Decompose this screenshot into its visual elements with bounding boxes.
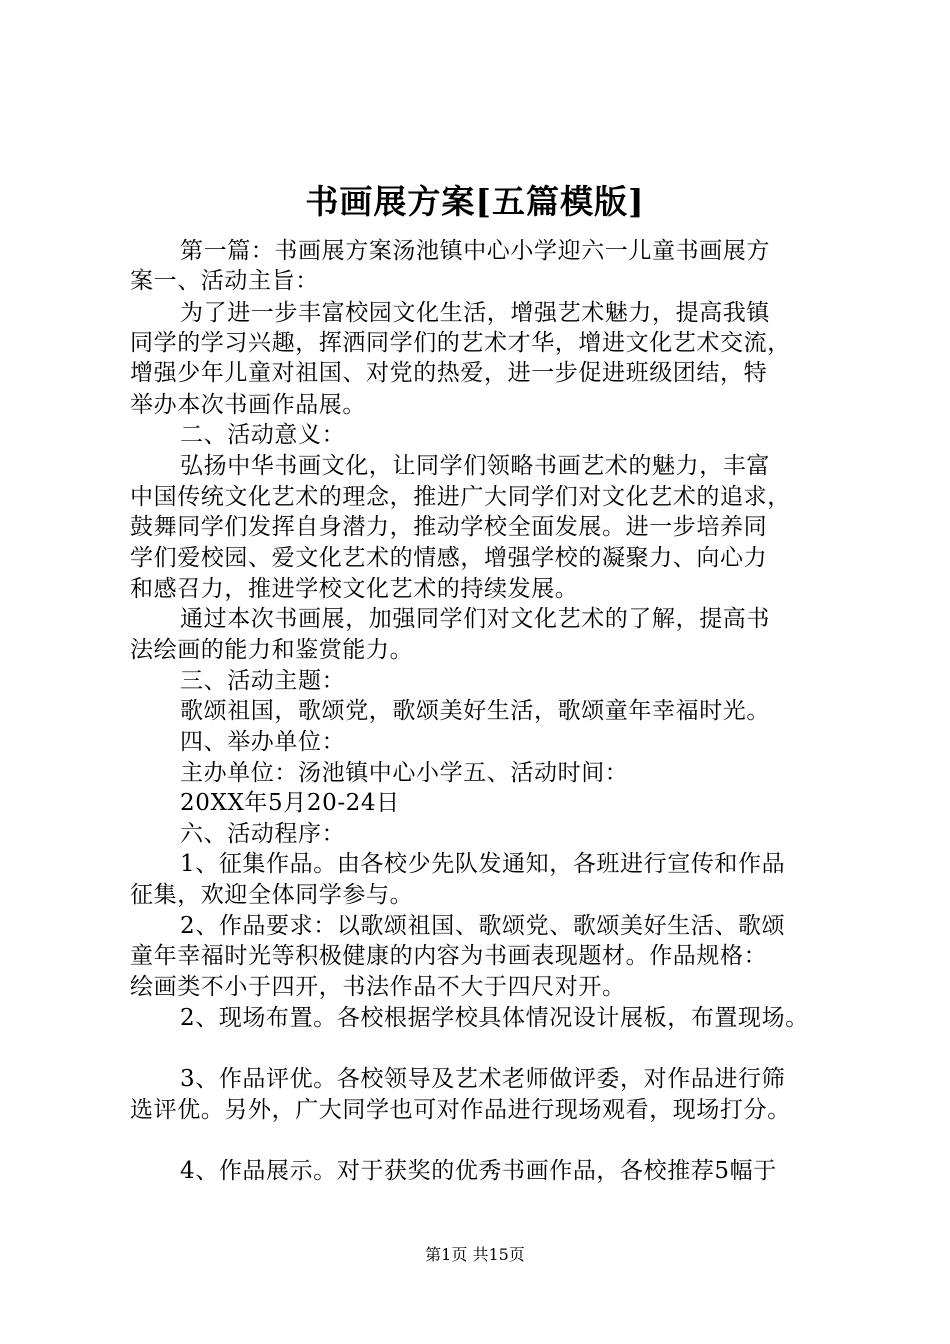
text-line: 2、现场布置。各校根据学校具体情况设计展板，布置现场。 [180, 1005, 809, 1031]
text-line: 4、作品展示。对于获奖的优秀书画作品，各校推荐5幅于 [180, 1158, 777, 1184]
text-line: 鼓舞同学们发挥自身潜力，推动学校全面发展。进一步培养同 [130, 514, 768, 540]
text-line: 1、征集作品。由各校少先队发通知，各班进行宣传和作品 [180, 851, 786, 877]
text-line: 和感召力，推进学校文化艺术的持续发展。 [130, 576, 579, 602]
text-line: 同学的学习兴趣，挥洒同学们的艺术才华，增进文化艺术交流， [130, 330, 791, 356]
text-line: 主办单位：汤池镇中心小学五、活动时间： [180, 760, 629, 786]
text-line: 弘扬中华书画文化，让同学们领略书画艺术的魅力，丰富 [180, 453, 770, 479]
text-line: 为了进一步丰富校园文化生活，增强艺术魅力，提高我镇 [180, 300, 770, 326]
text-line: 征集，欢迎全体同学参与。 [130, 882, 414, 908]
text-line: 增强少年儿童对祖国、对党的热爱，进一步促进班级团结，特 [130, 360, 768, 386]
text-line: 二、活动意义： [180, 422, 346, 448]
page-number-footer: 第1页 共15页 [425, 1245, 525, 1264]
text-line: 案一、活动主旨： [130, 268, 319, 294]
text-line: 3、作品评优。各校领导及艺术老师做评委，对作品进行筛 [180, 1066, 786, 1092]
text-line: 通过本次书画展，加强同学们对文化艺术的了解，提高书 [180, 606, 770, 632]
document-title: 书画展方案[五篇模版] [305, 182, 645, 221]
text-line: 法绘画的能力和鉴赏能力。 [130, 637, 414, 663]
text-line: 学们爱校园、爱文化艺术的情感，增强学校的凝聚力、向心力 [130, 545, 768, 571]
text-line: 选评优。另外，广大同学也可对作品进行现场观看，现场打分。 [130, 1097, 791, 1123]
text-line: 歌颂祖国，歌颂党，歌颂美好生活，歌颂童年幸福时光。 [180, 698, 770, 724]
text-line: 童年幸福时光等积极健康的内容为书画表现题材。作品规格： [130, 943, 768, 969]
text-line: 举办本次书画作品展。 [130, 392, 366, 418]
text-line: 六、活动程序： [180, 821, 346, 847]
text-line: 中国传统文化艺术的理念，推进广大同学们对文化艺术的追求， [130, 484, 791, 510]
text-line: 20XX年5月20-24日 [180, 790, 400, 816]
text-line: 第一篇：书画展方案汤池镇中心小学迎六一儿童书画展方 [180, 238, 770, 264]
text-line: 三、活动主题： [180, 668, 346, 694]
text-line: 绘画类不小于四开，书法作品不大于四尺对开。 [130, 974, 626, 1000]
text-line: 2、作品要求：以歌颂祖国、歌颂党、歌颂美好生活、歌颂 [180, 913, 786, 939]
text-line: 四、举办单位： [180, 729, 346, 755]
